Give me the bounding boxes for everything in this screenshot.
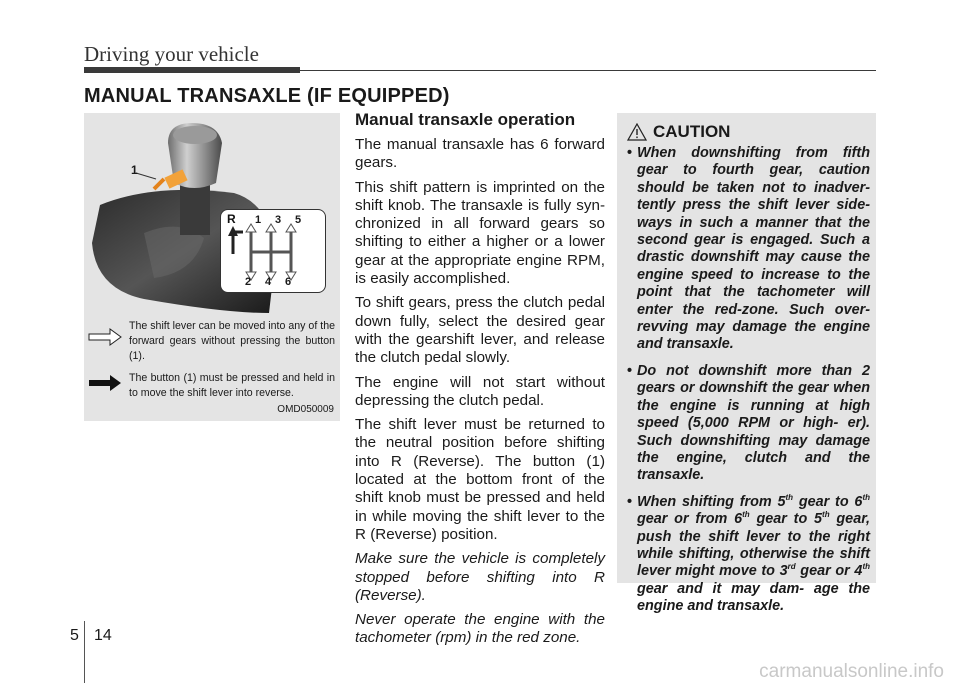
gear-label-1: 1: [255, 214, 262, 226]
gear-label-2: 2: [245, 276, 252, 288]
operation-warning: Make sure the vehicle is completely stopped before shifting into R (Reverse).: [355, 550, 605, 604]
caution-item-text: Do not downshift more than 2 gears or downshift the gear when the engine is running at high speed (5,000 RPM or high- er). Such downshifting may damage the engine, clutch and the transaxle.: [637, 362, 870, 484]
operation-paragraph: The engine will not start without depressing the clutch pedal.: [355, 373, 605, 409]
shift-pattern-panel: [220, 209, 326, 293]
footer-divider: [84, 621, 85, 683]
gear-label-r: R: [227, 212, 236, 226]
watermark: carmanualsonline.info: [759, 661, 944, 682]
gear-label-3: 3: [275, 214, 282, 226]
warning-triangle-icon: [627, 123, 647, 141]
figure-note-reverse: The button (1) must be pressed and held in to move the shift lever into reverse.: [129, 372, 335, 399]
caution-panel: [617, 113, 876, 615]
caution-header: [627, 121, 730, 143]
operation-paragraph: To shift gears, press the clutch pedal down fully, select the desired gear with the gearshift lever, and release the clutch pedal slowly.: [355, 294, 605, 367]
caution-item: [627, 145, 870, 354]
solid-arrow-icon: [88, 374, 122, 392]
operation-paragraph: The manual transaxle has 6 forward gears.: [355, 136, 605, 172]
figure-note-forward: The shift lever can be moved into any of the forward gears without pressing the button (1).: [129, 320, 335, 362]
page-number: 14: [94, 627, 112, 644]
outline-arrow-icon: [88, 328, 122, 346]
figure-panel: [84, 113, 340, 421]
caution-title: CAUTION: [653, 122, 731, 141]
figure-code: OMD050009: [277, 404, 334, 415]
operation-paragraph: The shift lever must be returned to the neutral position before shifting into R (Reverse). The button (1) located at the bottom front of the shift knob must be pressed and held in while moving the shift lever to the R (Reverse) position.: [355, 416, 605, 543]
gear-label-4: 4: [265, 276, 272, 288]
operation-title: Manual transaxle operation: [355, 110, 576, 129]
caution-item: [627, 494, 870, 616]
caution-item-text: When downshifting from fifth gear to fourth gear, caution should be taken not to inadver- tently press the shift lever side- ways in such a manner that the second gear is engaged. Such a drastic downshift may cause the engine speed to increase to the point that the tachometer will enter the red-zone. Such over-revving may damage the engine and transaxle.: [637, 145, 870, 353]
chapter-number: 5: [70, 627, 79, 644]
header-rule-thick: [84, 67, 300, 73]
operation-body: [355, 136, 605, 654]
section-title: MANUAL TRANSAXLE (IF EQUIPPED): [84, 85, 450, 107]
caution-list: [627, 145, 870, 625]
callout-label: 1: [131, 163, 138, 177]
operation-warning: Never operate the engine with the tachometer (rpm) in the red zone.: [355, 611, 605, 647]
header-rule-thin: [300, 70, 876, 71]
caution-item: [627, 363, 870, 485]
gear-label-6: 6: [285, 276, 292, 288]
page-header-title: Driving your vehicle: [84, 42, 259, 66]
shift-pattern-diagram: [221, 210, 325, 292]
gear-label-5: 5: [295, 214, 302, 226]
operation-paragraph: This shift pattern is imprinted on the shift knob. The transaxle is fully syn- chronized in all forward gears so shifting to either a higher or a lower gear at the appropriate engine RPM, is easily accomplished.: [355, 178, 605, 288]
caution-item-text: When shifting from 5th gear to 6th gear or from 6th gear to 5th gear, push the shift lever to the right while shifting, otherwise the shift lever might move to 3rd gear or 4th gear and it may dam- age the engine and transaxle.: [637, 492, 870, 615]
